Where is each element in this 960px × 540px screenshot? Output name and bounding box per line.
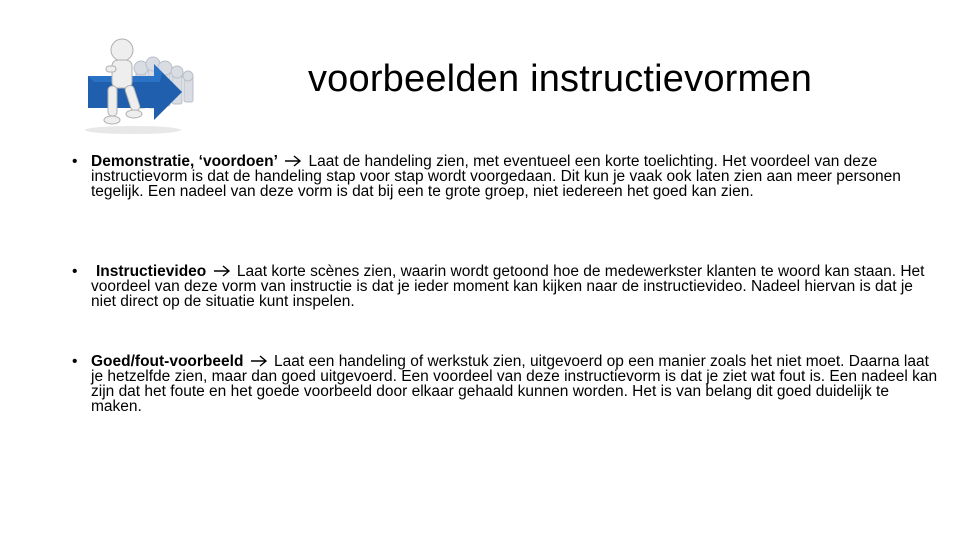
arrow-right-icon xyxy=(284,154,302,169)
description-text: Laat de handeling zien, met eventueel een korte toelichting. Het voordeel van deze instructievorm is dat de handeling stap voor stap wordt voorgedaan. Dit kun je vaak ook laten zien aan meer personen tegelijk. Een nadeel van deze vorm is dat bij een te grote groep, niet iedereen het goed kan zien. xyxy=(91,153,901,200)
term-label: Instructievideo xyxy=(96,263,207,280)
term-label: Goed/fout-voorbeeld xyxy=(91,353,244,370)
list-item xyxy=(72,154,929,199)
list-item xyxy=(72,354,939,414)
bullet-marker: • xyxy=(72,353,78,370)
description-text: Laat korte scènes zien, waarin wordt getoond hoe de medewerkster klanten te woord kan staan. Het voordeel van deze vorm van instructie is dat je ieder moment kan kijken naar de instructievideo. Nadeel hiervan is dat je niet direct op de situatie kunt inspelen. xyxy=(91,263,925,310)
list-item xyxy=(72,264,936,309)
term-label: Demonstratie, ‘voordoen’ xyxy=(91,153,278,170)
bullet-marker: • xyxy=(72,153,78,170)
arrow-right-icon xyxy=(213,264,231,279)
description-text: Laat een handeling of werkstuk zien, uitgevoerd op een manier zoals het niet moet. Daarna laat je hetzelfde zien, maar dan goed uitgevoerd. Een voordeel van deze instructievorm is dat je ziet wat fout is. Een nadeel kan zijn dat het foute en het goede voorbeeld door elkaar gehaald kunnen worden. Het is van belang dit goed duidelijk te maken. xyxy=(91,353,938,415)
arrow-right-icon xyxy=(250,354,268,369)
page-title: voorbeelden instructievormen xyxy=(307,58,813,100)
person-pushing-arrow-with-gears-icon xyxy=(78,36,204,136)
bullet-marker: • xyxy=(72,263,78,280)
